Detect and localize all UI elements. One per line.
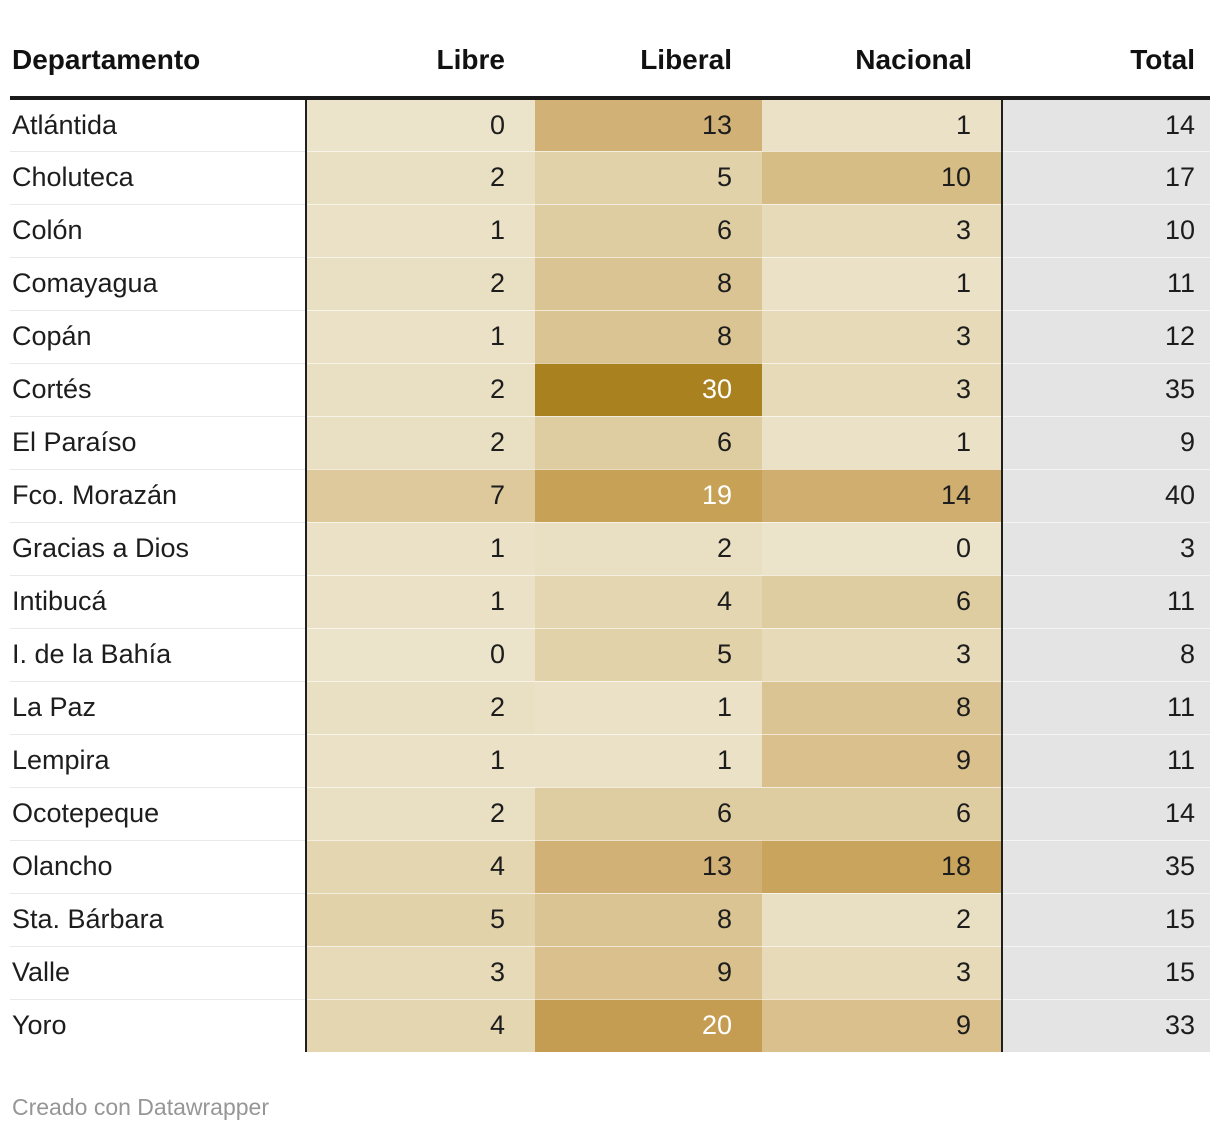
- table-row: [10, 628, 1210, 681]
- datawrapper-credit-link[interactable]: Creado con Datawrapper: [12, 1094, 269, 1120]
- cell-nacional: 3: [762, 628, 1002, 681]
- table-row: [10, 787, 1210, 840]
- col-header-liberal: Liberal: [535, 0, 762, 98]
- cell-nacional: 3: [762, 310, 1002, 363]
- row-label: Intibucá: [10, 575, 306, 628]
- cell-total: 11: [1002, 575, 1210, 628]
- table-row: [10, 310, 1210, 363]
- table-row: [10, 151, 1210, 204]
- cell-liberal: 13: [535, 98, 762, 151]
- cell-libre: 4: [306, 840, 535, 893]
- cell-liberal: 4: [535, 575, 762, 628]
- cell-liberal: 6: [535, 787, 762, 840]
- cell-liberal: 8: [535, 310, 762, 363]
- cell-total: 9: [1002, 416, 1210, 469]
- cell-total: 11: [1002, 681, 1210, 734]
- row-label: Fco. Morazán: [10, 469, 306, 522]
- cell-total: 12: [1002, 310, 1210, 363]
- cell-total: 8: [1002, 628, 1210, 681]
- cell-libre: 2: [306, 257, 535, 310]
- cell-total: 15: [1002, 893, 1210, 946]
- cell-nacional: 3: [762, 363, 1002, 416]
- cell-total: 14: [1002, 98, 1210, 151]
- cell-liberal: 8: [535, 893, 762, 946]
- table-row: [10, 363, 1210, 416]
- table-row: [10, 840, 1210, 893]
- cell-liberal: 2: [535, 522, 762, 575]
- cell-total: 35: [1002, 363, 1210, 416]
- cell-liberal: 1: [535, 734, 762, 787]
- col-header-nacional: Nacional: [762, 0, 1002, 98]
- cell-nacional: 3: [762, 946, 1002, 999]
- table-row: [10, 469, 1210, 522]
- row-label: I. de la Bahía: [10, 628, 306, 681]
- cell-libre: 1: [306, 522, 535, 575]
- cell-total: 15: [1002, 946, 1210, 999]
- row-label: Colón: [10, 204, 306, 257]
- cell-liberal: 13: [535, 840, 762, 893]
- cell-liberal: 5: [535, 628, 762, 681]
- cell-libre: 7: [306, 469, 535, 522]
- table-row: [10, 204, 1210, 257]
- row-label: La Paz: [10, 681, 306, 734]
- row-label: Valle: [10, 946, 306, 999]
- cell-libre: 3: [306, 946, 535, 999]
- row-label: Choluteca: [10, 151, 306, 204]
- cell-nacional: 6: [762, 787, 1002, 840]
- table-row: [10, 893, 1210, 946]
- cell-libre: 2: [306, 787, 535, 840]
- cell-libre: 2: [306, 363, 535, 416]
- row-label: Olancho: [10, 840, 306, 893]
- cell-liberal: 20: [535, 999, 762, 1052]
- cell-total: 11: [1002, 734, 1210, 787]
- table-body: [10, 98, 1210, 1052]
- cell-liberal: 1: [535, 681, 762, 734]
- cell-nacional: 6: [762, 575, 1002, 628]
- row-label: Copán: [10, 310, 306, 363]
- col-header-libre: Libre: [306, 0, 535, 98]
- row-label: El Paraíso: [10, 416, 306, 469]
- header-row: [10, 0, 1210, 98]
- cell-libre: 5: [306, 893, 535, 946]
- cell-total: 3: [1002, 522, 1210, 575]
- table-row: [10, 522, 1210, 575]
- cell-libre: 2: [306, 416, 535, 469]
- cell-total: 11: [1002, 257, 1210, 310]
- cell-nacional: 0: [762, 522, 1002, 575]
- table-row: [10, 946, 1210, 999]
- heatmap-table: [10, 0, 1210, 1052]
- row-label: Gracias a Dios: [10, 522, 306, 575]
- cell-libre: 2: [306, 151, 535, 204]
- cell-total: 14: [1002, 787, 1210, 840]
- cell-nacional: 1: [762, 98, 1002, 151]
- cell-liberal: 8: [535, 257, 762, 310]
- cell-libre: 1: [306, 575, 535, 628]
- cell-nacional: 9: [762, 734, 1002, 787]
- cell-libre: 0: [306, 628, 535, 681]
- row-label: Comayagua: [10, 257, 306, 310]
- row-label: Atlántida: [10, 98, 306, 151]
- row-label: Yoro: [10, 999, 306, 1052]
- datawrapper-table-widget: [10, 0, 1210, 1121]
- cell-total: 33: [1002, 999, 1210, 1052]
- cell-total: 40: [1002, 469, 1210, 522]
- table-row: [10, 416, 1210, 469]
- row-label: Ocotepeque: [10, 787, 306, 840]
- cell-nacional: 10: [762, 151, 1002, 204]
- table-row: [10, 98, 1210, 151]
- table-row: [10, 999, 1210, 1052]
- table-row: [10, 681, 1210, 734]
- table-row: [10, 734, 1210, 787]
- cell-nacional: 8: [762, 681, 1002, 734]
- cell-liberal: 30: [535, 363, 762, 416]
- cell-total: 35: [1002, 840, 1210, 893]
- cell-nacional: 3: [762, 204, 1002, 257]
- cell-libre: 0: [306, 98, 535, 151]
- cell-total: 10: [1002, 204, 1210, 257]
- cell-nacional: 1: [762, 257, 1002, 310]
- cell-total: 17: [1002, 151, 1210, 204]
- col-header-total: Total: [1002, 0, 1210, 98]
- cell-libre: 4: [306, 999, 535, 1052]
- row-label: Cortés: [10, 363, 306, 416]
- cell-nacional: 14: [762, 469, 1002, 522]
- cell-nacional: 2: [762, 893, 1002, 946]
- cell-libre: 1: [306, 204, 535, 257]
- cell-libre: 2: [306, 681, 535, 734]
- cell-nacional: 1: [762, 416, 1002, 469]
- row-label: Lempira: [10, 734, 306, 787]
- cell-liberal: 9: [535, 946, 762, 999]
- table-row: [10, 257, 1210, 310]
- cell-liberal: 5: [535, 151, 762, 204]
- cell-libre: 1: [306, 310, 535, 363]
- cell-nacional: 9: [762, 999, 1002, 1052]
- row-label: Sta. Bárbara: [10, 893, 306, 946]
- table-row: [10, 575, 1210, 628]
- cell-liberal: 19: [535, 469, 762, 522]
- col-header-departamento: Departamento: [10, 0, 306, 98]
- cell-nacional: 18: [762, 840, 1002, 893]
- cell-liberal: 6: [535, 416, 762, 469]
- cell-libre: 1: [306, 734, 535, 787]
- cell-liberal: 6: [535, 204, 762, 257]
